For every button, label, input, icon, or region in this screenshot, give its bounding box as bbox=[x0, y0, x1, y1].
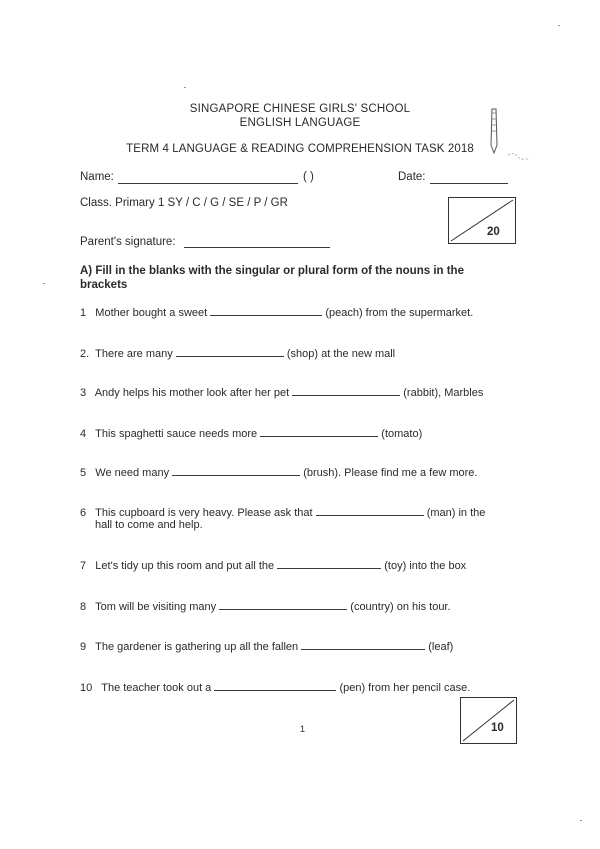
answer-blank-4[interactable] bbox=[260, 426, 378, 437]
question-text: Tom will be visiting many bbox=[95, 601, 217, 613]
question-7 bbox=[80, 558, 466, 572]
question-number: 5 bbox=[80, 467, 87, 479]
question-5 bbox=[80, 465, 477, 479]
score-slash-bottom bbox=[461, 698, 516, 743]
date-label: Date: bbox=[398, 171, 426, 183]
school-name: SINGAPORE CHINESE GIRLS' SCHOOL bbox=[189, 103, 411, 115]
answer-blank-6[interactable] bbox=[316, 505, 424, 516]
score-total-bottom: 10 bbox=[491, 722, 504, 734]
question-1 bbox=[80, 305, 473, 319]
page-number: 1 bbox=[300, 724, 306, 734]
score-box-bottom bbox=[460, 697, 517, 744]
answer-blank-8[interactable] bbox=[219, 599, 347, 610]
question-number: 6 bbox=[80, 507, 87, 519]
question-text: Mother bought a sweet bbox=[95, 307, 208, 319]
question-text: This spaghetti sauce needs more bbox=[95, 428, 258, 440]
question-9 bbox=[80, 639, 453, 653]
class-options: Class. Primary 1 SY / C / G / SE / P / GR bbox=[80, 197, 288, 209]
pencil-icon bbox=[478, 105, 538, 167]
scan-speck bbox=[580, 820, 582, 821]
answer-blank-1[interactable] bbox=[210, 305, 322, 316]
score-slash-top bbox=[449, 198, 515, 243]
parent-signature-label: Parent's signature: bbox=[80, 236, 176, 248]
date-field[interactable] bbox=[430, 183, 508, 184]
question-number: 2. bbox=[80, 348, 90, 360]
answer-blank-2[interactable] bbox=[176, 346, 284, 357]
register-brackets: ( ) bbox=[303, 171, 314, 183]
question-10 bbox=[80, 680, 470, 694]
question-8 bbox=[80, 599, 451, 613]
question-3 bbox=[80, 385, 483, 399]
scan-speck bbox=[184, 87, 186, 88]
question-4 bbox=[80, 426, 422, 440]
question-hint: (brush). Please find me a few more. bbox=[303, 467, 478, 479]
section-a-heading: A) Fill in the blanks with the singular or plural form of the nouns in the brackets bbox=[80, 265, 464, 291]
question-hint: (man) in the bbox=[426, 507, 486, 519]
name-field[interactable] bbox=[118, 183, 298, 184]
score-total-top: 20 bbox=[487, 226, 500, 238]
question-6 bbox=[80, 505, 485, 519]
name-label: Name: bbox=[80, 171, 114, 183]
question-text: Andy helps his mother look after her pet bbox=[94, 387, 290, 399]
question-number: 3 bbox=[80, 387, 87, 399]
question-number: 7 bbox=[80, 560, 87, 572]
question-number: 8 bbox=[80, 601, 87, 613]
question-text: The teacher took out a bbox=[101, 682, 212, 694]
question-hint: (peach) from the supermarket. bbox=[325, 307, 474, 319]
question-hint: (toy) into the box bbox=[384, 560, 467, 572]
question-6-continued: hall to come and help. bbox=[95, 519, 203, 531]
answer-blank-9[interactable] bbox=[301, 639, 425, 650]
question-hint: (rabbit), Marbles bbox=[403, 387, 484, 399]
question-hint: (shop) at the new mall bbox=[286, 348, 396, 360]
question-text: The gardener is gathering up all the fallen bbox=[95, 641, 299, 653]
question-hint: (country) on his tour. bbox=[350, 601, 451, 613]
score-box-top bbox=[448, 197, 516, 244]
parent-signature-field[interactable] bbox=[184, 247, 330, 248]
question-2 bbox=[80, 346, 395, 360]
question-hint: (tomato) bbox=[381, 428, 423, 440]
answer-blank-10[interactable] bbox=[214, 680, 336, 691]
question-text: We need many bbox=[95, 467, 170, 479]
question-number: 10 bbox=[80, 682, 93, 694]
subject-title: ENGLISH LANGUAGE bbox=[239, 117, 361, 129]
question-hint: (leaf) bbox=[428, 641, 454, 653]
answer-blank-5[interactable] bbox=[172, 465, 300, 476]
question-number: 4 bbox=[80, 428, 87, 440]
scan-speck bbox=[558, 25, 560, 26]
question-text: There are many bbox=[95, 348, 173, 360]
scan-speck bbox=[43, 283, 45, 284]
task-title: TERM 4 LANGUAGE & READING COMPREHENSION TASK 2018 bbox=[126, 143, 474, 155]
question-text: This cupboard is very heavy. Please ask that bbox=[95, 507, 313, 519]
answer-blank-7[interactable] bbox=[277, 558, 381, 569]
question-number: 9 bbox=[80, 641, 87, 653]
answer-blank-3[interactable] bbox=[292, 385, 400, 396]
question-number: 1 bbox=[80, 307, 87, 319]
question-text: Let's tidy up this room and put all the bbox=[95, 560, 275, 572]
question-hint: (pen) from her pencil case. bbox=[339, 682, 471, 694]
